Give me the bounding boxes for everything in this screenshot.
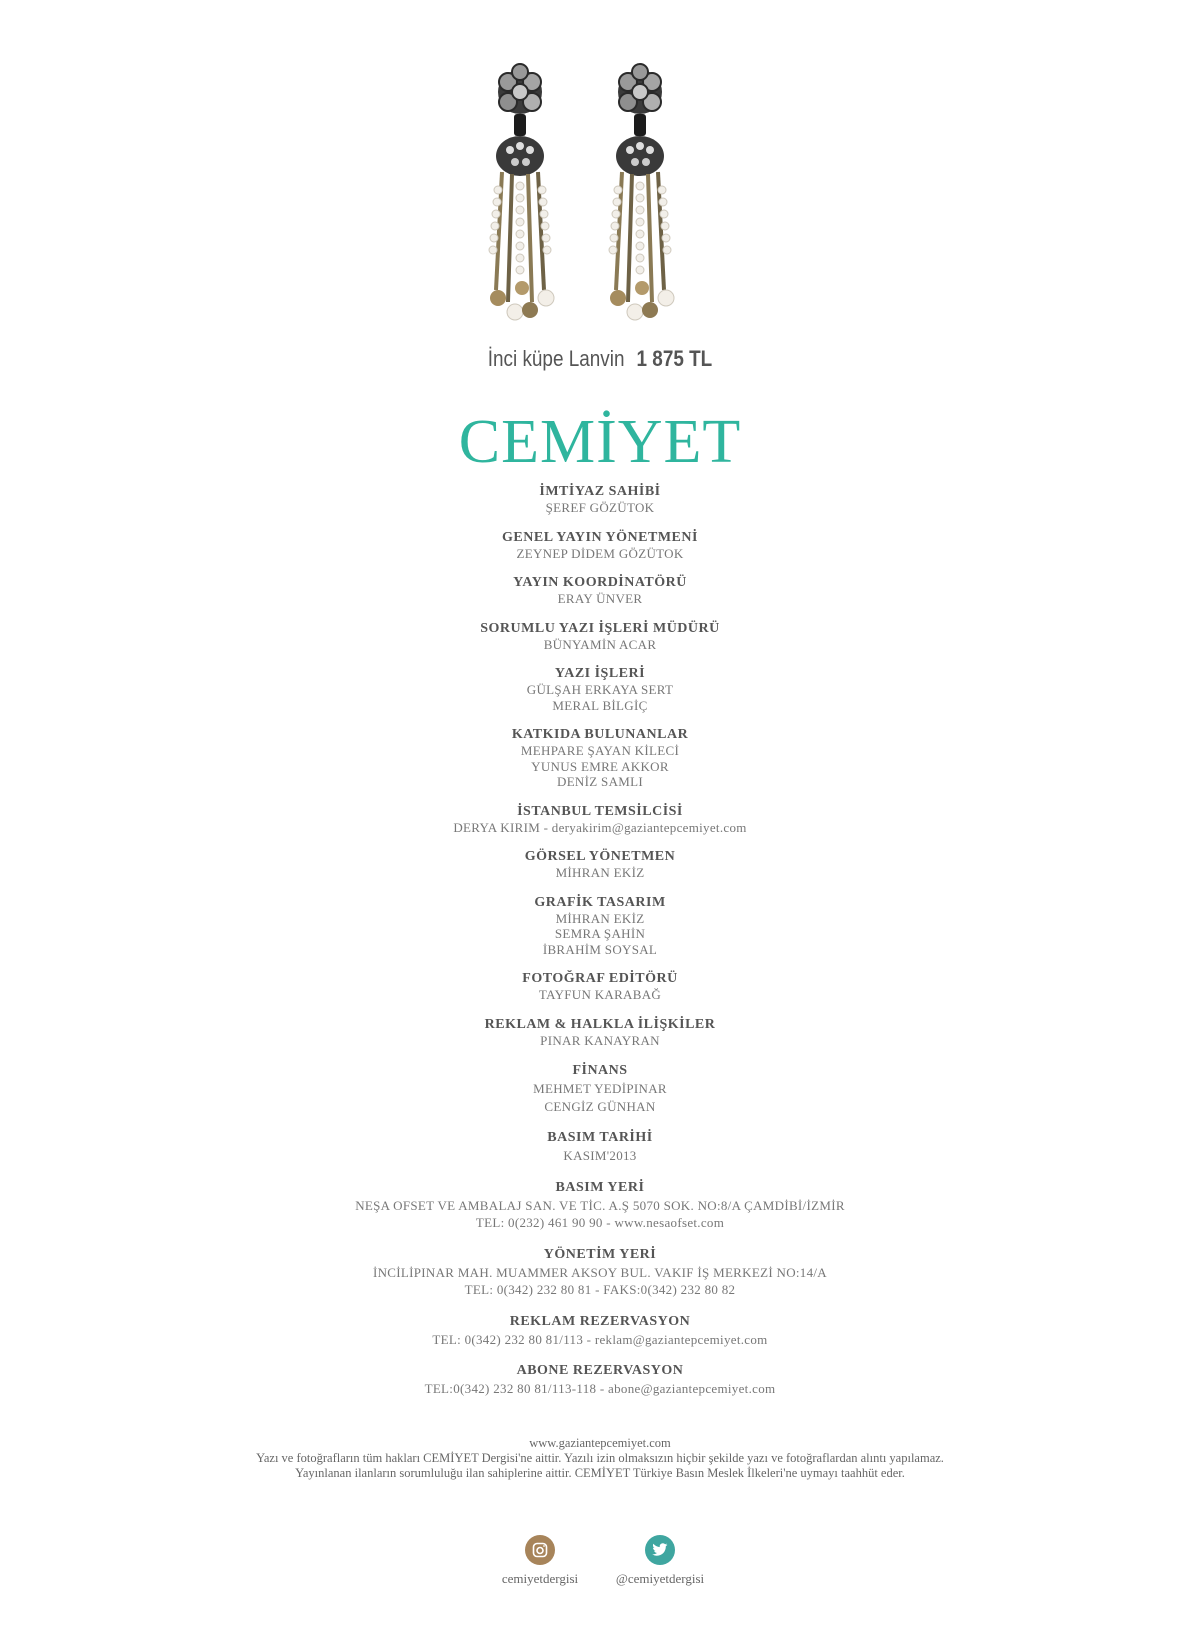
section-line: NEŞA OFSET VE AMBALAJ SAN. VE TİC. A.Ş 5070 SOK. NO:8/A ÇAMDİBİ/İZMİR bbox=[355, 1197, 845, 1213]
section-line: YUNUS EMRE AKKOR bbox=[531, 758, 669, 774]
section-title: İSTANBUL TEMSİLCİSİ bbox=[517, 803, 683, 819]
pearl-tassel-earrings-image bbox=[470, 40, 710, 340]
section-title: FOTOĞRAF EDİTÖRÜ bbox=[522, 971, 678, 986]
section-title: GRAFİK TASARIM bbox=[534, 894, 666, 910]
section-title: BASIM YERİ bbox=[555, 1179, 645, 1195]
website-link[interactable]: www.gaziantepcemiyet.com bbox=[529, 1436, 671, 1450]
twitter-link[interactable] bbox=[580, 1535, 740, 1587]
section-title: YAYIN KOORDİNATÖRÜ bbox=[513, 575, 687, 590]
section-title: BASIM TARİHİ bbox=[547, 1130, 653, 1145]
section-line: DERYA KIRIM - deryakirim@gaziantepcemiyet.com bbox=[453, 819, 747, 835]
section-title: GENEL YAYIN YÖNETMENİ bbox=[502, 529, 698, 545]
copyright-notice: Yazı ve fotoğrafların tüm hakları CEMİYET Dergisi'ne aittir. Yazılı izin olmaksızın hiçbir şekilde yazı ve fotoğraflardan alıntı yapılamaz. bbox=[256, 1451, 944, 1465]
product-caption bbox=[84, 346, 1116, 372]
section-line: SEMRA ŞAHİN bbox=[554, 926, 646, 941]
section-title: KATKIDA BULUNANLAR bbox=[511, 727, 689, 742]
section-line: MERAL BİLGİÇ bbox=[552, 697, 648, 713]
section-line: MİHRAN EKİZ bbox=[555, 910, 645, 926]
masthead-section bbox=[0, 1179, 1200, 1232]
section-line: ERAY ÜNVER bbox=[557, 591, 643, 606]
section-line: MİHRAN EKİZ bbox=[555, 865, 645, 880]
twitter-icon bbox=[645, 1535, 675, 1565]
section-title: YÖNETİM YERİ bbox=[543, 1246, 657, 1262]
masthead-section bbox=[0, 666, 1200, 713]
section-line: İNCİLİPINAR MAH. MUAMMER AKSOY BUL. VAKIF İŞ MERKEZİ NO:14/A bbox=[372, 1264, 827, 1280]
section-line: ZEYNEP DİDEM GÖZÜTOK bbox=[516, 545, 684, 561]
masthead-section bbox=[0, 1362, 1200, 1398]
section-title: REKLAM REZERVASYON bbox=[509, 1313, 691, 1329]
section-line: MEHMET YEDİPINAR bbox=[533, 1081, 667, 1096]
section-line: TEL:0(342) 232 80 81/113-118 - abone@gaziantepcemiyet.com bbox=[424, 1381, 776, 1396]
section-line: MEHPARE ŞAYAN KİLECİ bbox=[520, 743, 680, 758]
section-title: İMTİYAZ SAHİBİ bbox=[539, 484, 661, 499]
masthead-section bbox=[0, 727, 1200, 790]
responsibility-notice: Yayınlanan ilanların sorumluluğu ilan sahiplerine aittir. CEMİYET Türkiye Basın Meslek İlkeleri'ne uymayı taahhüt eder. bbox=[295, 1466, 905, 1480]
instagram-icon bbox=[525, 1535, 555, 1565]
section-line: ŞEREF GÖZÜTOK bbox=[545, 500, 655, 515]
product-price: 1 875 TL bbox=[636, 346, 713, 371]
section-line: PINAR KANAYRAN bbox=[540, 1032, 660, 1048]
masthead-section bbox=[0, 621, 1200, 653]
section-line: DENİZ SAMLI bbox=[557, 774, 643, 789]
masthead-section bbox=[0, 804, 1200, 836]
masthead-section bbox=[0, 575, 1200, 607]
product-name: İnci küpe Lanvin bbox=[487, 346, 625, 371]
product-showcase bbox=[0, 40, 1200, 380]
section-line: İBRAHİM SOYSAL bbox=[542, 941, 658, 957]
masthead-section bbox=[0, 895, 1200, 958]
masthead-section bbox=[0, 1246, 1200, 1299]
section-title: SORUMLU YAZI İŞLERİ MÜDÜRÜ bbox=[480, 620, 720, 636]
magazine-logo: CEMİYET bbox=[458, 408, 742, 476]
section-line: CENGİZ GÜNHAN bbox=[544, 1098, 656, 1114]
section-title: YAZI İŞLERİ bbox=[554, 666, 646, 681]
section-title: FİNANS bbox=[572, 1063, 628, 1078]
section-title: ABONE REZERVASYON bbox=[516, 1363, 684, 1378]
section-line: BÜNYAMİN ACAR bbox=[543, 636, 657, 652]
section-line: TEL: 0(342) 232 80 81 - FAKS:0(342) 232 80 82 bbox=[464, 1282, 736, 1297]
masthead-section bbox=[0, 1313, 1200, 1349]
masthead-section bbox=[0, 484, 1200, 516]
masthead bbox=[0, 484, 1200, 1412]
twitter-handle: @cemiyetdergisi bbox=[615, 1571, 705, 1586]
section-title: REKLAM & HALKLA İLİŞKİLER bbox=[484, 1016, 716, 1032]
masthead-section bbox=[0, 1129, 1200, 1165]
masthead-section bbox=[0, 1062, 1200, 1115]
legal-footer bbox=[0, 1436, 1200, 1481]
section-title: GÖRSEL YÖNETMEN bbox=[524, 849, 676, 864]
masthead-section bbox=[0, 971, 1200, 1003]
section-line: KASIM'2013 bbox=[563, 1148, 637, 1163]
section-line: TAYFUN KARABAĞ bbox=[538, 987, 662, 1002]
masthead-section bbox=[0, 849, 1200, 881]
section-line: TEL: 0(232) 461 90 90 - www.nesaofset.com bbox=[475, 1215, 725, 1230]
masthead-section bbox=[0, 1017, 1200, 1049]
section-line: GÜLŞAH ERKAYA SERT bbox=[526, 682, 674, 697]
masthead-section bbox=[0, 530, 1200, 562]
section-line: TEL: 0(342) 232 80 81/113 - reklam@gaziantepcemiyet.com bbox=[432, 1331, 768, 1347]
instagram-handle: cemiyetdergisi bbox=[501, 1571, 579, 1586]
